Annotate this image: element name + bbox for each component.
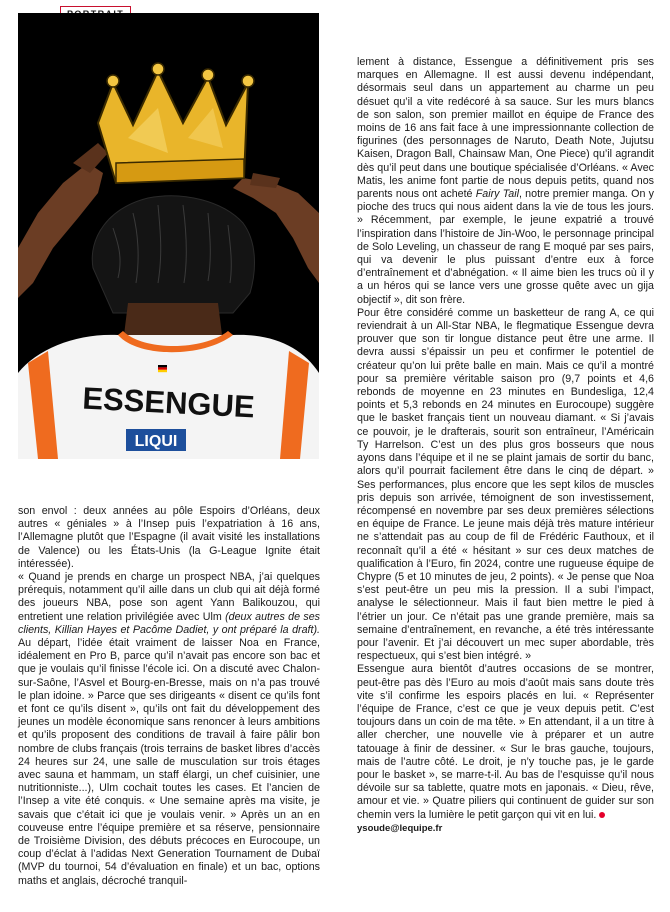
paragraph: son envol : deux années au pôle Espoirs d’Orléans, deux autres « géniales » à l’Insep puis l’expatriation à 16 ans, l’Allemagne plutôt que l’Espagne (il avait visité les installations de Valence) ou les États-Unis (la G-League Ignite était intéressée). (18, 505, 320, 570)
end-mark-icon (599, 812, 605, 818)
sponsor-text: LIQUI (134, 433, 178, 450)
left-column (18, 505, 320, 888)
portrait-illustration (18, 13, 319, 459)
paragraph: « Quand je prends en charge un prospect NBA, j’ai quelques prérequis, notamment qu’il aille dans un club qui ait déjà formé des joueurs NBA, pose son agent Yann Balikouzou, qui entretient une relation privilégiée avec Ulm (deux autres de ses clients, Killian Hayes et Pacôme Dadiet, y ont préparé la draft). Au départ, l’idée était vraiment de laisser Noa en France, idéalement en Pro B, parce qu’il n’avait pas encore son bac et que je voulais qu’il finisse l’école ici. On a discuté avec Chalon-sur-Saône, l’Asvel et Bourg-en-Bresse, mais on n’a pas trouvé le plan idoine. » Parce que ses dirigeants « disent ce qu’ils font et font ce qu’ils disent », qu’ils ont fait du développement des jeunes un modèle économique sans renoncer à leurs ambitions et qu’ils proposent des conditions de travail à faire pâlir bon nombre de clubs français (trois terrains de basket libres d’accès 24 heures sur 24, une salle de musculation sur trois étages avec sauna et hammam, un staff élargi, un chef cuisinier, une nutritionniste...), Ulm cochait toutes les cases. Et l’ancien de l’Insep a vite été conquis. « Une semaine après ma visite, je savais que c’était ici que je voulais venir. » Après un an en couveuse entre l’équipe première et sa réserve, pensionnaire de Troisième Division, des débuts précoces en Eurocoupe, un coup d’éclat à l’adidas Next Generation Tournament de Dubaï (MVP du tournoi, 54 d’évaluation en finale) et un bac, options maths et anglais, décroché tranquil- (18, 571, 321, 887)
author-email[interactable]: ysoude@lequipe.fr (357, 822, 443, 834)
paragraph: Pour être considéré comme un basketteur de rang A, ce qui reviendrait à un All-Star NBA, le flegmatique Essengue devra prouver que son tir longue distance peut être une arme. Il devra aussi s’épaissir un peu et confirmer le potentiel de créateur qu’on lui prête balle en main. Mais ce qu’il a montré pour sa première véritable saison pro (9,7 points et 4,6 rebonds de moyenne en 23 minutes en Bundesliga, 12,4 points et 5,3 rebonds en 24 minutes en Eurocoupe) suggère que le basket français tient un nouveau diamant. « Si j’avais ce pouvoir, je le drafterais, sourit son entraîneur, l’Américain Ty Harrelson. C’est un des plus gros bosseurs que nous ayons dans l’équipe et il ne se plaint jamais de sortir du banc, alors qu’il pourrait facilement être dans le cinq de départ. » Ses performances, plus encore que les sept kilos de muscles pris depuis son arrivée, témoignent de son investissement, récompensé en novembre par ses deux premières sélections en équipe de France. Le jeune mais déjà très mature intérieur ne s’attendait pas au coup de fil de Frédéric Fauthoux, et il reconnaît qu’il a été « hésitant » sur ces deux matches de qualification à l’Euro, fin 2024, contre une rugueuse équipe de Chypre (5 et 10 minutes de jeu, 2 points). « Je pense que Noa s’est peut-être un peu mis la pression. Il a subi l’impact, analyse le sélectionneur. Mais il faut bien mettre le pied à l’étrier un jour. Ce n’était pas une grande première, mais sa semaine d’entraînement, en revanche, a été très intéressante pour l’avenir. Et j’ai découvert un mec super abordable, très respectueux, qui s’est bien intégré. » (357, 306, 654, 663)
jersey-name: ESSENGUE (81, 380, 256, 425)
paragraph: Essengue aura bientôt d’autres occasions de se montrer, peut-être pas dès l’Euro au mois d’août mais sans doute très vite s’il confirme les espoirs placés en lui. « Représenter l’équipe de France, c’est ce que je veux depuis petit. C’est toujours dans un coin de ma tête. » En attendant, il a un titre à aller chercher, une nouvelle vie à préparer et un autre tatouage à finir de dessiner. « Sur le bras gauche, toujours, mais de l’autre côté. Le droit, je n’y touche pas, je le garde pour le basket », se marre-t-il. Au bas de l’esquisse qu’il nous dévoile sur sa tablette, quatre mots en japonais. « Dieu, rêve, amour et vie. » Quatre piliers qui continuent de guider sur son chemin vers la lumière le petit garçon qui vit en lui. (357, 663, 654, 821)
right-column (357, 56, 654, 835)
paragraph: lement à distance, Essengue a définitivement pris ses marques en Allemagne. Il est aussi devenu indépendant, désormais seul dans un appartement au charme un peu désuet qu’il a vite redécoré à sa sauce. Sur les murs blancs de son salon, son premier maillot en équipe de France des moins de 16 ans fait face à une impressionnante collection de figurines (des personnages de Naruto, Death Note, Jujutsu Kaisen, Dragon Ball, Chainsaw Man, One Piece) qu’il agrandit dès qu’il peut dans une boutique spécialisée d’Orléans. « Avec Matis, les anime font partie de nous depuis petits, quand nos parents nous ont acheté Fairy Tail, notre premier manga. On y pioche des trucs qui nous aident dans la vie de tous les jours. » Récemment, par exemple, le jeune expatrié a trouvé l’inspiration dans l’histoire de Jin-Woo, le personnage principal de Solo Leveling, un chasseur de rang E moqué par ses pairs, qui va devenir le plus puissant d’entre eux à force d’entraînement et d’abnégation. « Il aime bien les trucs où il y a un héros qui se lance vers une grosse quête avec un gija objectif », dit son frère. (357, 56, 654, 306)
player-hair (92, 196, 254, 313)
